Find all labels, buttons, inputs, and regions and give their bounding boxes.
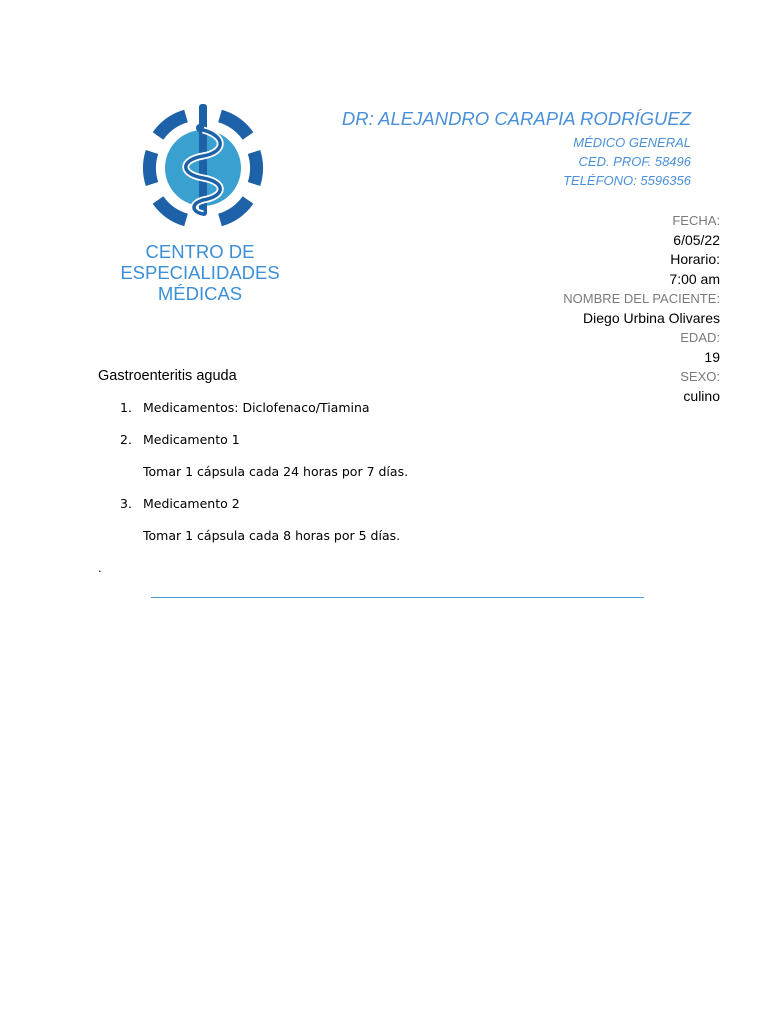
item-text: Medicamento 2 bbox=[143, 496, 240, 511]
doctor-license: CED. PROF. 58496 bbox=[578, 154, 691, 169]
caduceus-icon bbox=[140, 100, 266, 232]
age-value: 19 bbox=[704, 348, 720, 365]
patient-name-label: NOMBRE DEL PACIENTE: bbox=[563, 291, 720, 306]
date-value: 6/05/22 bbox=[673, 231, 720, 248]
list-item bbox=[120, 398, 408, 430]
prescription-list bbox=[120, 398, 408, 558]
time-label: Horario: bbox=[670, 251, 720, 267]
item-number: 1. bbox=[120, 400, 132, 415]
item-instruction: Tomar 1 cápsula cada 8 horas por 5 días. bbox=[143, 528, 401, 543]
item-instruction: Tomar 1 cápsula cada 24 horas por 7 días. bbox=[143, 464, 409, 479]
signature-line bbox=[151, 597, 644, 598]
doctor-phone: TELÉFONO: 5596356 bbox=[563, 173, 691, 188]
sex-value: culino bbox=[683, 387, 720, 404]
clinic-name-line: CENTRO DE bbox=[145, 241, 255, 262]
clinic-name-line: ESPECIALIDADES bbox=[120, 262, 280, 283]
clinic-name-line: MÉDICAS bbox=[157, 283, 243, 304]
footer-mark: . bbox=[98, 560, 102, 575]
age-label: EDAD: bbox=[680, 330, 720, 345]
doctor-name: DR: ALEJANDRO CARAPIA RODRÍGUEZ bbox=[341, 108, 691, 129]
doctor-specialty: MÉDICO GENERAL bbox=[573, 135, 691, 150]
patient-name-value: Diego Urbina Olivares bbox=[583, 309, 720, 326]
item-text: Medicamento 1 bbox=[143, 432, 240, 447]
doctor-header bbox=[342, 108, 691, 190]
diagnosis: Gastroenteritis aguda bbox=[98, 368, 237, 384]
clinic-name bbox=[100, 241, 300, 304]
list-item bbox=[120, 430, 408, 462]
patient-info bbox=[563, 211, 720, 406]
item-text: Medicamentos: Diclofenaco/Tiamina bbox=[143, 400, 370, 415]
item-number: 3. bbox=[120, 496, 132, 511]
time-value: 7:00 am bbox=[669, 270, 720, 287]
list-item bbox=[120, 494, 408, 526]
item-number: 2. bbox=[120, 432, 132, 447]
sex-label: SEXO: bbox=[680, 369, 720, 384]
date-label: FECHA: bbox=[672, 213, 720, 228]
